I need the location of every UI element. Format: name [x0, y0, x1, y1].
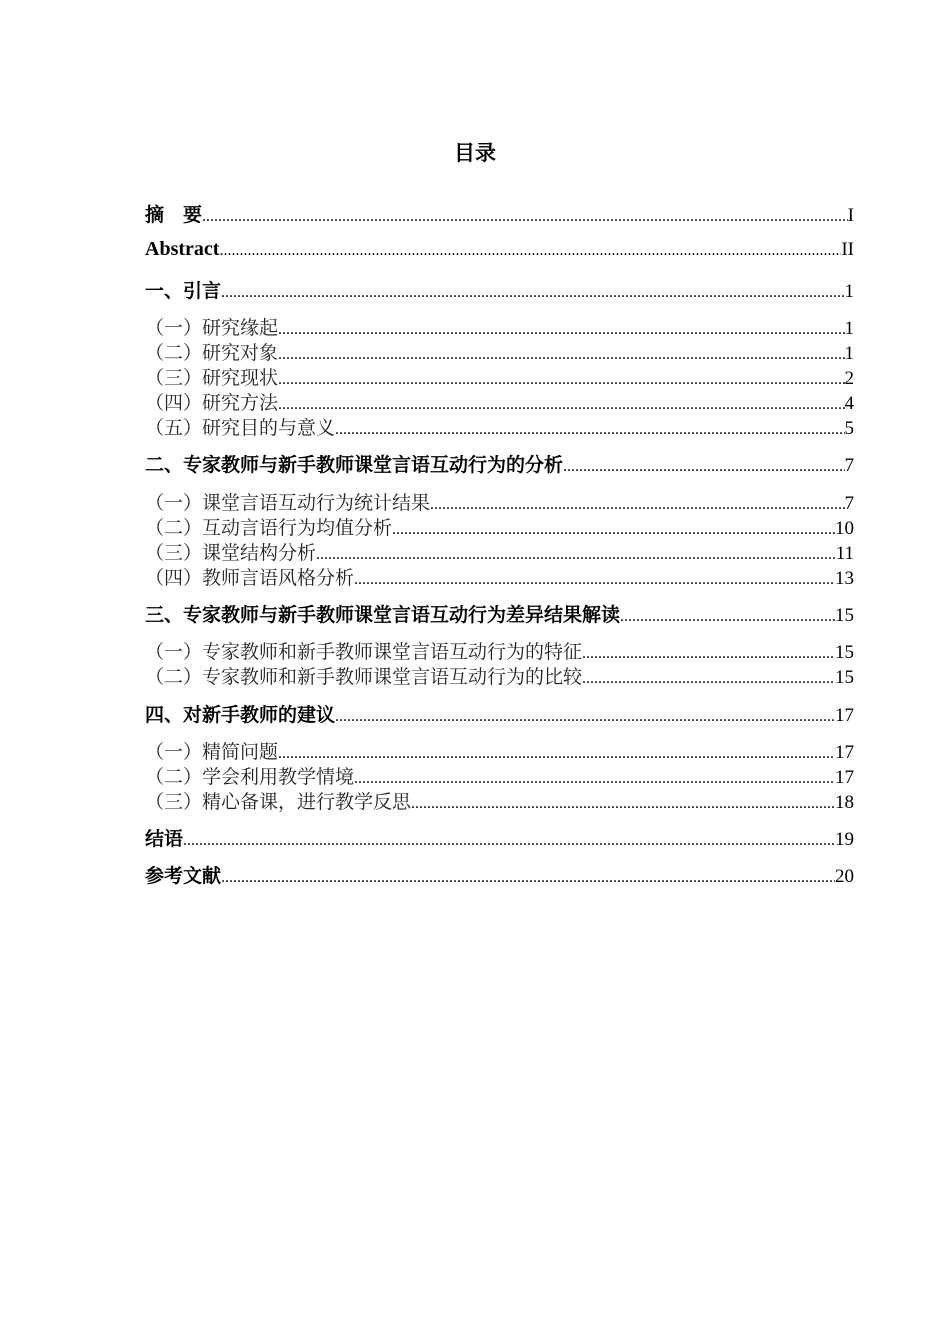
toc-entry-label: （四）研究方法: [145, 392, 279, 414]
toc-entry-label: 一、引言: [145, 280, 222, 302]
toc-entry-page: 17: [835, 767, 854, 788]
toc-leader-dots: [316, 546, 836, 564]
toc-entry[interactable]: [145, 313, 854, 340]
toc-leader-dots: [354, 571, 835, 589]
toc-title: 目录: [454, 141, 496, 165]
toc-leader-dots: [278, 745, 835, 763]
toc-entry[interactable]: [145, 787, 854, 814]
toc-entry-label: （三）课堂结构分析: [145, 542, 317, 564]
toc-entry[interactable]: [145, 363, 854, 390]
toc-leader-dots: [278, 396, 844, 414]
toc-leader-dots: [354, 770, 835, 788]
toc-entry-label: （三）研究现状: [145, 367, 279, 389]
toc-leader-dots: [582, 670, 835, 688]
toc-entry-label: 三、专家教师与新手教师课堂言语互动行为差异结果解读: [145, 604, 621, 626]
toc-entry-label: （四）教师言语风格分析: [145, 567, 355, 589]
toc-leader-dots: [335, 421, 844, 439]
toc-entry-page: 15: [835, 642, 854, 663]
toc-entry-page: 1: [844, 281, 854, 302]
toc-entry[interactable]: [145, 276, 854, 303]
toc-entry-page: 10: [835, 518, 854, 539]
toc-entry-label: （五）研究目的与意义: [145, 417, 336, 439]
toc-entry[interactable]: [145, 513, 854, 540]
toc-entry-page: 11: [835, 543, 854, 564]
toc-leader-dots: [183, 832, 835, 850]
toc-entry-label: 摘 要: [145, 204, 203, 226]
toc-entry[interactable]: [145, 413, 854, 440]
toc-entry[interactable]: [145, 200, 854, 227]
toc-entry-label: 二、专家教师与新手教师课堂言语互动行为的分析: [145, 454, 564, 476]
toc-entry[interactable]: [145, 824, 854, 851]
toc-leader-dots: [430, 496, 844, 514]
toc-entry-page: 7: [844, 455, 854, 476]
toc-leader-dots: [278, 346, 844, 364]
toc-leader-dots: [202, 208, 848, 226]
toc-leader-dots: [582, 645, 835, 663]
toc-entry[interactable]: [145, 238, 854, 261]
toc-leader-dots: [278, 371, 844, 389]
toc-entry-page: I: [847, 205, 854, 226]
toc-entry-label: （一）精简问题: [145, 741, 279, 763]
toc-entry-page: 2: [844, 368, 854, 389]
toc-entry-page: 7: [844, 493, 854, 514]
toc-entry-page: 17: [835, 742, 854, 763]
toc-entry-page: 17: [835, 705, 854, 726]
toc-entry-page: 1: [844, 318, 854, 339]
toc-entry-label: （二）互动言语行为均值分析: [145, 517, 393, 539]
toc-entry-label: 四、对新手教师的建议: [145, 704, 336, 726]
toc-entry[interactable]: [145, 388, 854, 415]
toc-entry-label: （一）研究缘起: [145, 317, 279, 339]
toc-leader-dots: [392, 521, 835, 539]
toc-entry-label: 参考文献: [145, 865, 222, 887]
toc-entry-page: 1: [844, 343, 854, 364]
toc-entry-page: 20: [835, 866, 854, 887]
toc-entry[interactable]: [145, 762, 854, 789]
toc-entry-label: Abstract: [145, 238, 220, 260]
toc-entry[interactable]: [145, 563, 854, 590]
toc-leader-dots: [563, 458, 844, 476]
toc-entry-page: 5: [844, 418, 854, 439]
toc-entry-page: 19: [835, 829, 854, 850]
toc-entry-label: （一）专家教师和新手教师课堂言语互动行为的特征: [145, 641, 583, 663]
toc-leader-dots: [411, 795, 835, 813]
toc-entry[interactable]: [145, 662, 854, 689]
toc-entry[interactable]: [145, 600, 854, 627]
toc-leader-dots: [278, 321, 844, 339]
toc-entry[interactable]: [145, 737, 854, 764]
toc-leader-dots: [221, 869, 835, 887]
toc-entry-page: 4: [844, 393, 854, 414]
toc-entry[interactable]: [145, 450, 854, 477]
toc-entry-page: 13: [835, 568, 854, 589]
toc-entry[interactable]: [145, 637, 854, 664]
toc-entry-page: II: [841, 239, 854, 260]
toc-entry-label: （一）课堂言语互动行为统计结果: [145, 492, 431, 514]
toc-entry-page: 18: [835, 792, 854, 813]
toc-entry-label: （三）精心备课，进行教学反思: [145, 791, 412, 813]
toc-entry-page: 15: [835, 605, 854, 626]
toc-entry[interactable]: [145, 700, 854, 727]
toc-leader-dots: [219, 242, 841, 260]
toc-entry-label: （二）专家教师和新手教师课堂言语互动行为的比较: [145, 666, 583, 688]
toc-leader-dots: [221, 284, 844, 302]
toc-entry[interactable]: [145, 338, 854, 365]
toc-entry-label: 结语: [145, 828, 184, 850]
toc-leader-dots: [335, 708, 835, 726]
toc-entry-page: 15: [835, 667, 854, 688]
toc-entry[interactable]: [145, 861, 854, 888]
toc-entry[interactable]: [145, 538, 854, 565]
toc-entry-label: （二）学会利用教学情境: [145, 766, 355, 788]
toc-entry[interactable]: [145, 488, 854, 515]
toc-leader-dots: [620, 608, 835, 626]
toc-entry-label: （二）研究对象: [145, 342, 279, 364]
